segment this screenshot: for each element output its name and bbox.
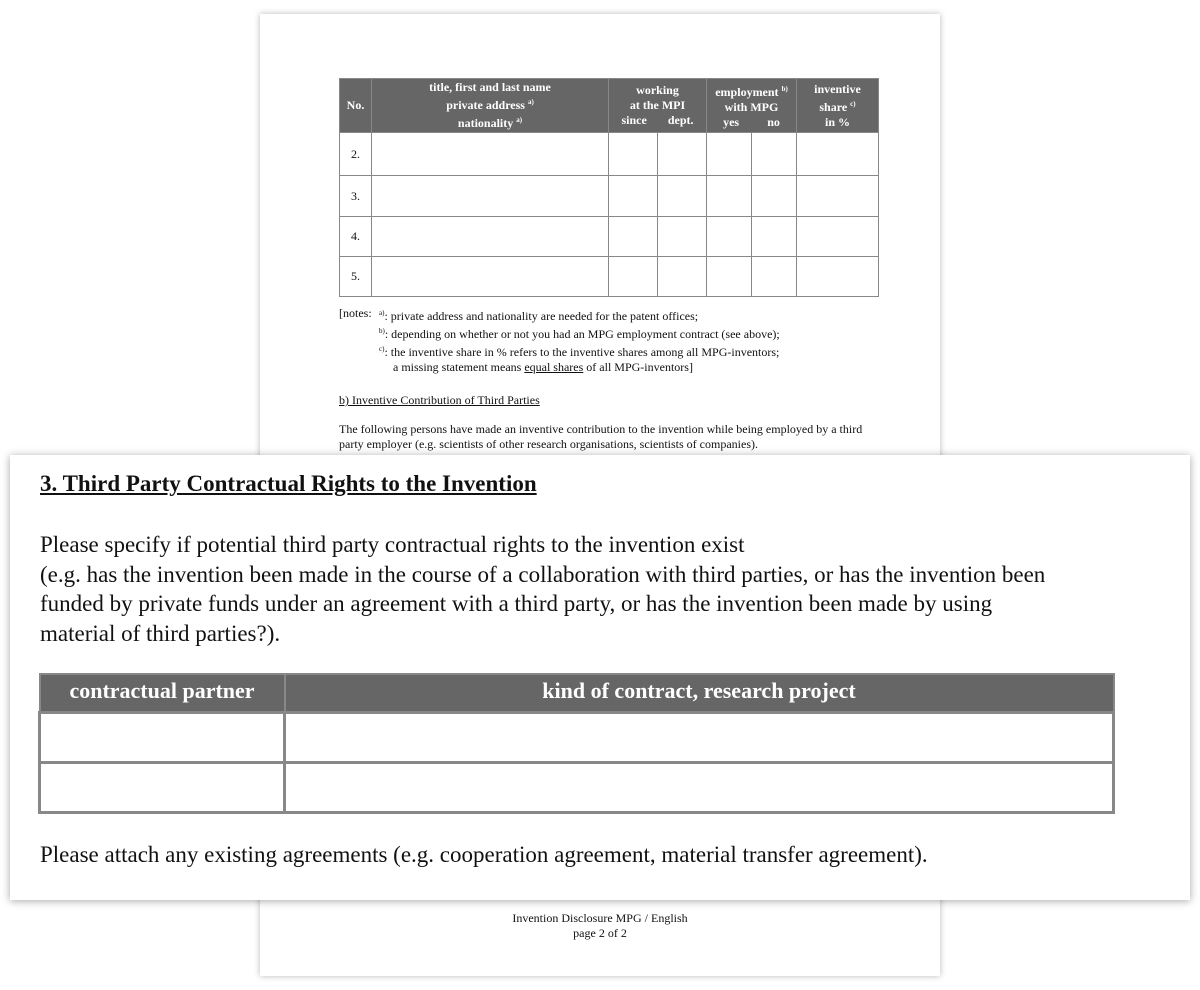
header-employment: employment $^{b)}$ with MPG yes no bbox=[707, 79, 797, 133]
cell-no[interactable] bbox=[752, 257, 797, 297]
cell-dept[interactable] bbox=[658, 257, 707, 297]
cell-share[interactable] bbox=[797, 133, 879, 176]
table-row bbox=[340, 133, 879, 176]
cell-no[interactable] bbox=[752, 176, 797, 217]
cell-name[interactable] bbox=[372, 176, 609, 217]
note-a: $^{a)}$: private address and nationality are needed for the patent offices; bbox=[379, 309, 699, 323]
cell-contractual-partner[interactable] bbox=[40, 713, 285, 763]
table-row bbox=[340, 217, 879, 257]
section-3-intro-line1: Please specify if potential third party contractual rights to the invention exist bbox=[40, 532, 745, 557]
inventor-table bbox=[339, 78, 879, 297]
cell-dept[interactable] bbox=[658, 217, 707, 257]
zoomed-section-panel bbox=[10, 455, 1190, 900]
table-row bbox=[40, 763, 1114, 813]
cell-dept[interactable] bbox=[658, 176, 707, 217]
cell-kind-of-contract[interactable] bbox=[285, 713, 1114, 763]
cell-yes[interactable] bbox=[707, 176, 752, 217]
cell-dept[interactable] bbox=[658, 133, 707, 176]
header-contractual-partner: contractual partner bbox=[40, 674, 285, 713]
cell-share[interactable] bbox=[797, 176, 879, 217]
section-3-intro bbox=[40, 530, 1060, 648]
header-kind-of-contract: kind of contract, research project bbox=[285, 674, 1114, 713]
table-row bbox=[40, 713, 1114, 763]
table-row bbox=[340, 176, 879, 217]
contract-table-header bbox=[40, 674, 1114, 713]
section-b-text: The following persons have made an inventive contribution to the invention while being employed by a third party employer (e.g. scientists of other research organisations, scientists of companies). bbox=[339, 422, 863, 451]
cell-yes[interactable] bbox=[707, 257, 752, 297]
footer-page-number: page 2 of 2 bbox=[573, 926, 627, 940]
header-no: No. bbox=[340, 79, 372, 133]
note-d: a missing statement means equal shares of all MPG-inventors] bbox=[393, 360, 693, 374]
row-number: 5. bbox=[340, 257, 372, 297]
row-number: 2. bbox=[340, 133, 372, 176]
cell-name[interactable] bbox=[372, 133, 609, 176]
cell-no[interactable] bbox=[752, 133, 797, 176]
cell-since[interactable] bbox=[609, 133, 658, 176]
header-working: working at the MPI since dept. bbox=[609, 79, 707, 133]
row-number: 3. bbox=[340, 176, 372, 217]
page-footer bbox=[260, 911, 940, 941]
table-row bbox=[340, 257, 879, 297]
section-3-title: 3. Third Party Contractual Rights to the Invention bbox=[40, 471, 537, 496]
contract-table bbox=[38, 673, 1115, 814]
cell-name[interactable] bbox=[372, 217, 609, 257]
header-working-dept: dept. bbox=[667, 113, 694, 127]
note-b: $^{b)}$: depending on whether or not you had an MPG employment contract (see above); bbox=[379, 327, 780, 341]
cell-contractual-partner[interactable] bbox=[40, 763, 285, 813]
row-number: 4. bbox=[340, 217, 372, 257]
header-employment-no: no bbox=[767, 114, 780, 129]
cell-share[interactable] bbox=[797, 217, 879, 257]
inventor-table-header bbox=[340, 79, 879, 133]
section-b-heading: b) Inventive Contribution of Third Parties bbox=[339, 393, 540, 407]
header-name-line1: title, first and last name bbox=[429, 80, 551, 94]
cell-no[interactable] bbox=[752, 217, 797, 257]
cell-yes[interactable] bbox=[707, 133, 752, 176]
header-working-since: since bbox=[621, 113, 647, 127]
header-share: inventive share $^{c)}$ in % bbox=[797, 79, 879, 133]
header-name bbox=[372, 79, 609, 133]
note-c: $^{c)}$: the inventive share in % refers to the inventive shares among all MPG-inventors; bbox=[379, 345, 780, 359]
cell-name[interactable] bbox=[372, 257, 609, 297]
notes-block bbox=[339, 306, 859, 375]
cell-share[interactable] bbox=[797, 257, 879, 297]
header-name-line3: nationality $^{a)}$ bbox=[457, 116, 523, 130]
section-3-intro-line2: (e.g. has the invention been made in the course of a collaboration with third parties, or has the invention been funded by private funds under an agreement with a third party, or has the invention been made by using material of third parties?). bbox=[40, 561, 1046, 646]
header-employment-yes: yes bbox=[723, 114, 740, 129]
cell-since[interactable] bbox=[609, 257, 658, 297]
cell-kind-of-contract[interactable] bbox=[285, 763, 1114, 813]
cell-since[interactable] bbox=[609, 217, 658, 257]
cell-since[interactable] bbox=[609, 176, 658, 217]
footer-title: Invention Disclosure MPG / English bbox=[512, 911, 688, 925]
attach-agreements-note: Please attach any existing agreements (e.g. cooperation agreement, material transfer agreement). bbox=[40, 842, 928, 867]
cell-yes[interactable] bbox=[707, 217, 752, 257]
notes-label: [notes: bbox=[339, 306, 372, 320]
header-name-line2: private address $^{a)}$ bbox=[446, 98, 534, 112]
